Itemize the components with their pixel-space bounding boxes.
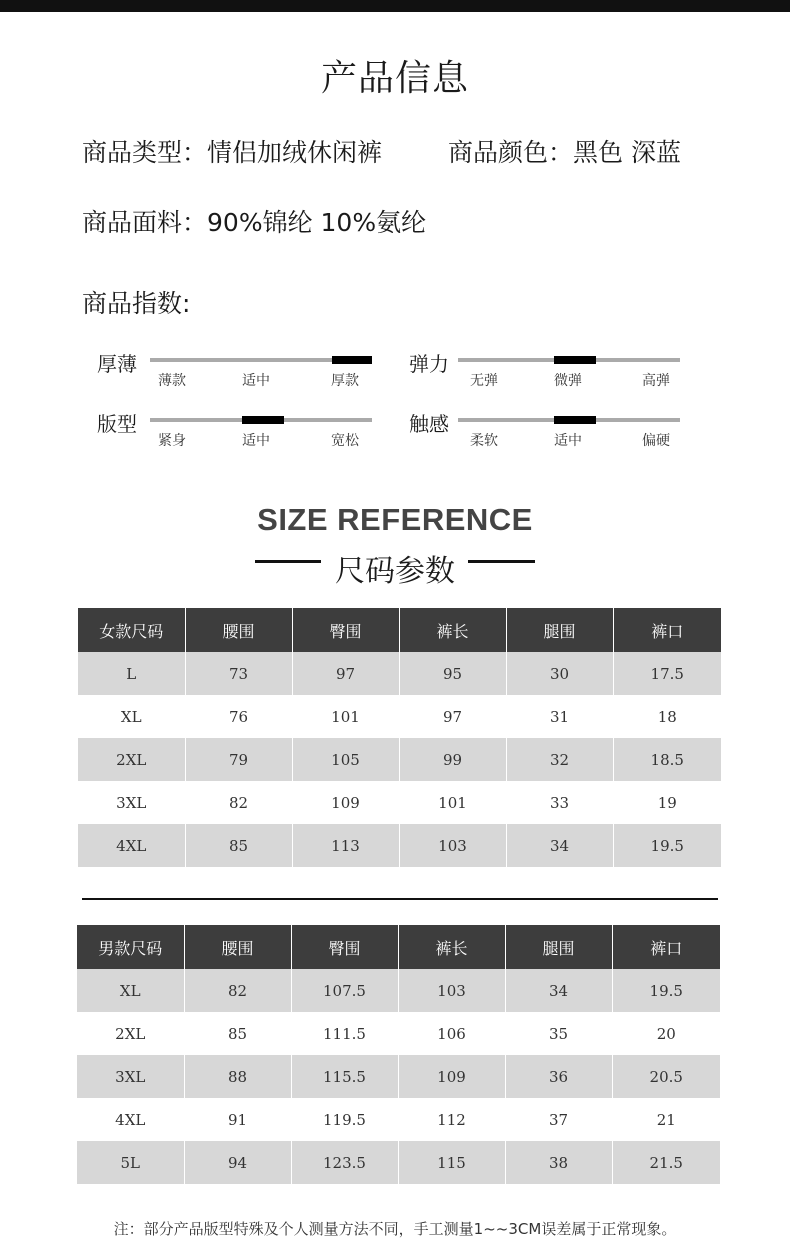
table-cell: 95 (399, 652, 506, 695)
table-cell: 34 (506, 824, 613, 867)
table-cell: 105 (292, 738, 399, 781)
table-row (78, 824, 721, 867)
column-header: 腰围 (185, 608, 292, 652)
table-cell: 82 (185, 781, 292, 824)
product-color-label: 商品颜色： (448, 138, 574, 167)
scale-name: 弹力 (409, 352, 449, 376)
table-cell: 115.5 (291, 1055, 398, 1098)
column-header: 女款尺码 (78, 608, 185, 652)
table-header-row (77, 925, 720, 969)
table-cell: 4XL (77, 1098, 184, 1141)
table-cell: 119.5 (291, 1098, 398, 1141)
table-row (77, 1098, 720, 1141)
table-cell: 34 (505, 969, 612, 1012)
scale-thickness (97, 352, 377, 392)
table-cell: 20 (612, 1012, 720, 1055)
scale-option: 偏硬 (642, 433, 670, 449)
column-header: 腿围 (506, 608, 613, 652)
product-fabric (82, 203, 426, 239)
scale-touch (409, 412, 689, 452)
table-cell: 112 (398, 1098, 505, 1141)
table-row (77, 1141, 720, 1184)
table-cell: 30 (506, 652, 613, 695)
table-cell: 76 (185, 695, 292, 738)
table-cell: 82 (184, 969, 291, 1012)
scale-option: 紧身 (158, 433, 186, 449)
table-row (78, 695, 721, 738)
table-cell: L (78, 652, 185, 695)
product-color (448, 133, 681, 169)
size-reference-subheading: 尺码参数 (335, 554, 455, 589)
scale-name: 版型 (97, 412, 137, 436)
scale-option: 宽松 (331, 433, 359, 449)
table-cell: 109 (292, 781, 399, 824)
scale-name: 触感 (409, 412, 449, 436)
table-cell: 107.5 (291, 969, 398, 1012)
men-size-table (77, 925, 720, 1184)
table-cell: 106 (398, 1012, 505, 1055)
column-header: 裤口 (613, 608, 721, 652)
table-cell: 21.5 (612, 1141, 720, 1184)
table-row (78, 652, 721, 695)
women-size-table (78, 608, 721, 867)
scale-option: 高弹 (642, 373, 670, 389)
table-cell: XL (77, 969, 184, 1012)
table-cell: 97 (399, 695, 506, 738)
table-row (78, 738, 721, 781)
table-cell: 19.5 (612, 969, 720, 1012)
table-cell: 17.5 (613, 652, 721, 695)
scale-option: 适中 (242, 373, 270, 389)
product-type-label: 商品类型： (82, 138, 208, 167)
page-title: 产品信息 (320, 58, 469, 99)
table-cell: 113 (292, 824, 399, 867)
table-cell: 4XL (78, 824, 185, 867)
column-header: 裤长 (398, 925, 505, 969)
table-cell: 94 (184, 1141, 291, 1184)
table-cell: 111.5 (291, 1012, 398, 1055)
column-header: 臀围 (291, 925, 398, 969)
column-header: 男款尺码 (77, 925, 184, 969)
scale-option: 薄款 (158, 373, 186, 389)
table-cell: 123.5 (291, 1141, 398, 1184)
table-cell: 103 (399, 824, 506, 867)
table-cell: 18.5 (613, 738, 721, 781)
product-index-label: 商品指数: (82, 289, 191, 318)
column-header: 臀围 (292, 608, 399, 652)
product-fabric-label: 商品面料： (82, 208, 208, 237)
table-row (77, 1012, 720, 1055)
top-bar (0, 0, 790, 12)
scale-marker (242, 416, 284, 424)
measurement-note: 注：部分产品版型特殊及个人测量方法不同，手工测量1~~3CM误差属于正常现象。 (113, 1220, 677, 1238)
scale-marker (332, 356, 372, 364)
scale-option: 无弹 (470, 373, 498, 389)
scale-fit (97, 412, 377, 452)
table-cell: 38 (505, 1141, 612, 1184)
table-cell: 21 (612, 1098, 720, 1141)
table-cell: 20.5 (612, 1055, 720, 1098)
column-header: 腰围 (184, 925, 291, 969)
table-cell: 85 (185, 824, 292, 867)
table-cell: 31 (506, 695, 613, 738)
table-cell: 101 (292, 695, 399, 738)
product-color-value: 黑色 深蓝 (573, 138, 681, 167)
table-cell: 3XL (78, 781, 185, 824)
table-cell: 33 (506, 781, 613, 824)
table-row (77, 1055, 720, 1098)
table-cell: 2XL (77, 1012, 184, 1055)
table-cell: 73 (185, 652, 292, 695)
table-cell: 91 (184, 1098, 291, 1141)
table-cell: 101 (399, 781, 506, 824)
scale-marker (554, 416, 596, 424)
table-cell: 79 (185, 738, 292, 781)
column-header: 腿围 (505, 925, 612, 969)
column-header: 裤长 (399, 608, 506, 652)
table-cell: 19.5 (613, 824, 721, 867)
scale-option: 微弹 (554, 373, 582, 389)
size-reference-heading: SIZE REFERENCE (257, 502, 533, 537)
table-cell: 88 (184, 1055, 291, 1098)
table-cell: 85 (184, 1012, 291, 1055)
table-cell: 109 (398, 1055, 505, 1098)
table-cell: 97 (292, 652, 399, 695)
table-cell: 2XL (78, 738, 185, 781)
heading-rule-right (468, 560, 535, 563)
scale-option: 厚款 (331, 373, 359, 389)
scale-option: 柔软 (470, 433, 498, 449)
table-cell: XL (78, 695, 185, 738)
table-cell: 36 (505, 1055, 612, 1098)
table-cell: 35 (505, 1012, 612, 1055)
scale-option: 适中 (242, 433, 270, 449)
product-fabric-value: 90%锦纶 10%氨纶 (207, 208, 427, 237)
table-cell: 3XL (77, 1055, 184, 1098)
table-cell: 103 (398, 969, 505, 1012)
column-header: 裤口 (612, 925, 720, 969)
table-cell: 99 (399, 738, 506, 781)
table-row (78, 781, 721, 824)
scale-elasticity (409, 352, 689, 392)
scale-option: 适中 (554, 433, 582, 449)
table-cell: 18 (613, 695, 721, 738)
table-cell: 5L (77, 1141, 184, 1184)
table-cell: 19 (613, 781, 721, 824)
product-type (82, 133, 382, 169)
table-cell: 32 (506, 738, 613, 781)
table-divider (82, 898, 718, 900)
scale-name: 厚薄 (97, 352, 137, 376)
table-cell: 37 (505, 1098, 612, 1141)
table-row (77, 969, 720, 1012)
scale-marker (554, 356, 596, 364)
product-type-value: 情侣加绒休闲裤 (207, 138, 383, 167)
table-cell: 115 (398, 1141, 505, 1184)
table-header-row (78, 608, 721, 652)
